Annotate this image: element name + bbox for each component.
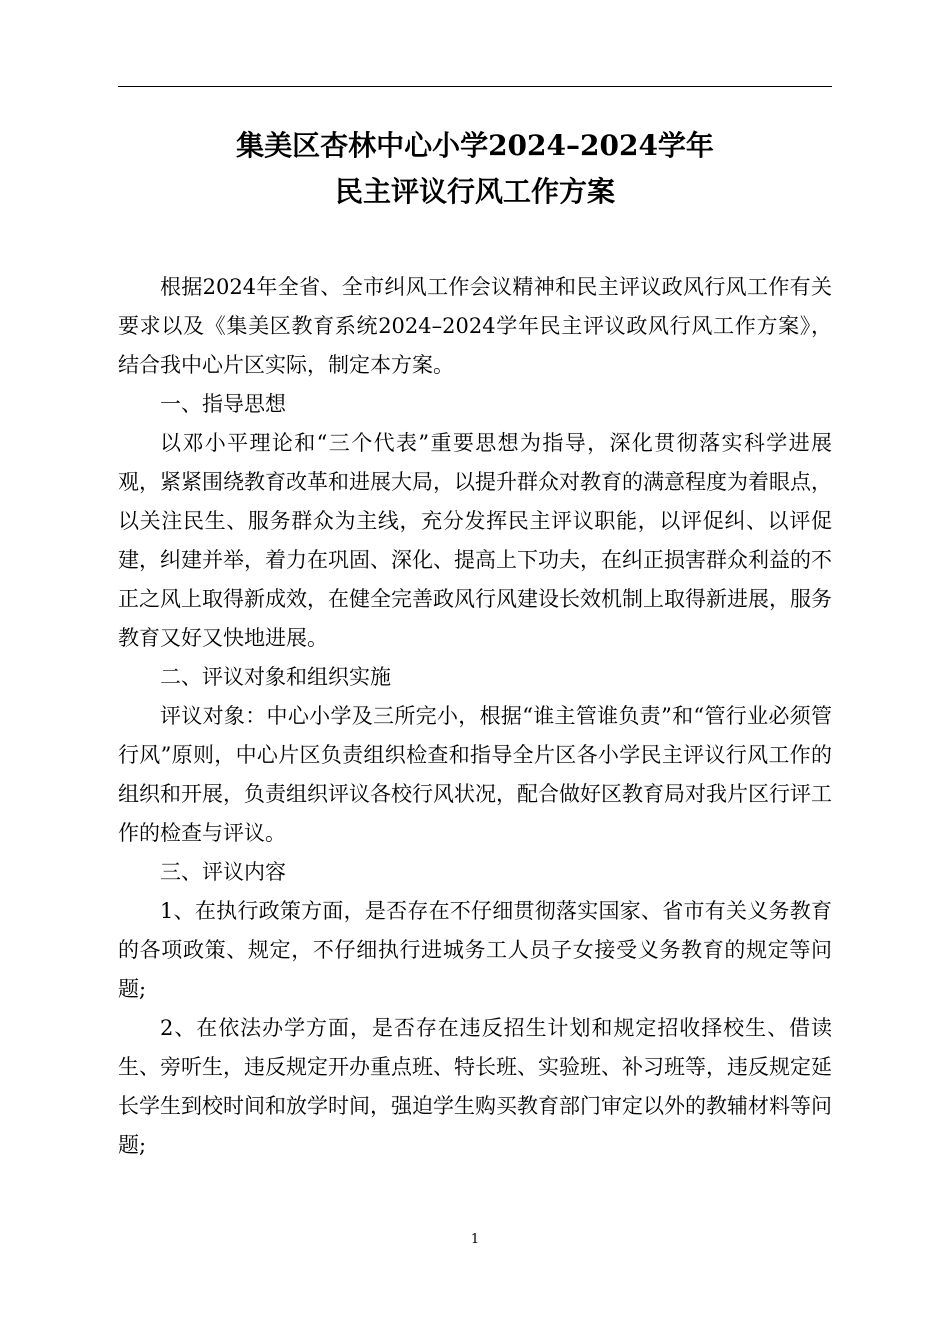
document-body: [118, 268, 832, 1165]
paragraph-evaluation-targets: 评议对象：中心小学及三所完小，根据“谁主管谁负责”和“管行业必须管行风”原则，中心片区负责组织检查和指导全片区各小学民主评议行风工作的组织和开展，负责组织评议各校行风状况，配合做好区教育局对我片区行评工作的检查与评议。: [118, 704, 832, 845]
paragraph-guiding-ideology: 以邓小平理论和“三个代表”重要思想为指导，深化贯彻落实科学进展观，紧紧围绕教育改革和进展大局，以提升群众对教育的满意程度为着眼点，以关注民生、服务群众为主线，充分发挥民主评议职能，以评促纠、以评促建，纠建并举，着力在巩固、深化、提高上下功夫，在纠正损害群众利益的不正之风上取得新成效，在健全完善政风行风建设长效机制上取得新进展，服务教育又好又快地进展。: [118, 431, 832, 650]
header-rule: [118, 86, 832, 87]
section-heading-guiding-ideology: 一、指导思想: [160, 392, 286, 416]
paragraph-item-2-lawful-schooling: 2、在依法办学方面，是否存在违反招生计划和规定招收择校生、借读生、旁听生，违反规定开办重点班、特长班、实验班、补习班等，违反规定延长学生到校时间和放学时间，强迫学生购买教育部门审定以外的教辅材料等问题;: [118, 1016, 832, 1157]
document-title-line1: 集美区杏林中心小学2024–2024学年: [236, 129, 714, 162]
section-heading-evaluation-content: 三、评议内容: [160, 860, 286, 884]
paragraph-intro: 根据2024年全省、全市纠风工作会议精神和民主评议政风行风工作有关要求以及《集美区教育系统2024–2024学年民主评议政风行风工作方案》，结合我中心片区实际，制定本方案。: [118, 275, 832, 377]
page-number: 1: [470, 1232, 480, 1247]
paragraph-item-1-policy: 1、在执行政策方面，是否存在不仔细贯彻落实国家、省市有关义务教育的各项政策、规定，不仔细执行进城务工人员子女接受义务教育的规定等问题;: [118, 899, 832, 1001]
section-heading-evaluation-targets: 二、评议对象和组织实施: [160, 665, 391, 689]
document-title-line2: 民主评议行风工作方案: [334, 175, 615, 208]
